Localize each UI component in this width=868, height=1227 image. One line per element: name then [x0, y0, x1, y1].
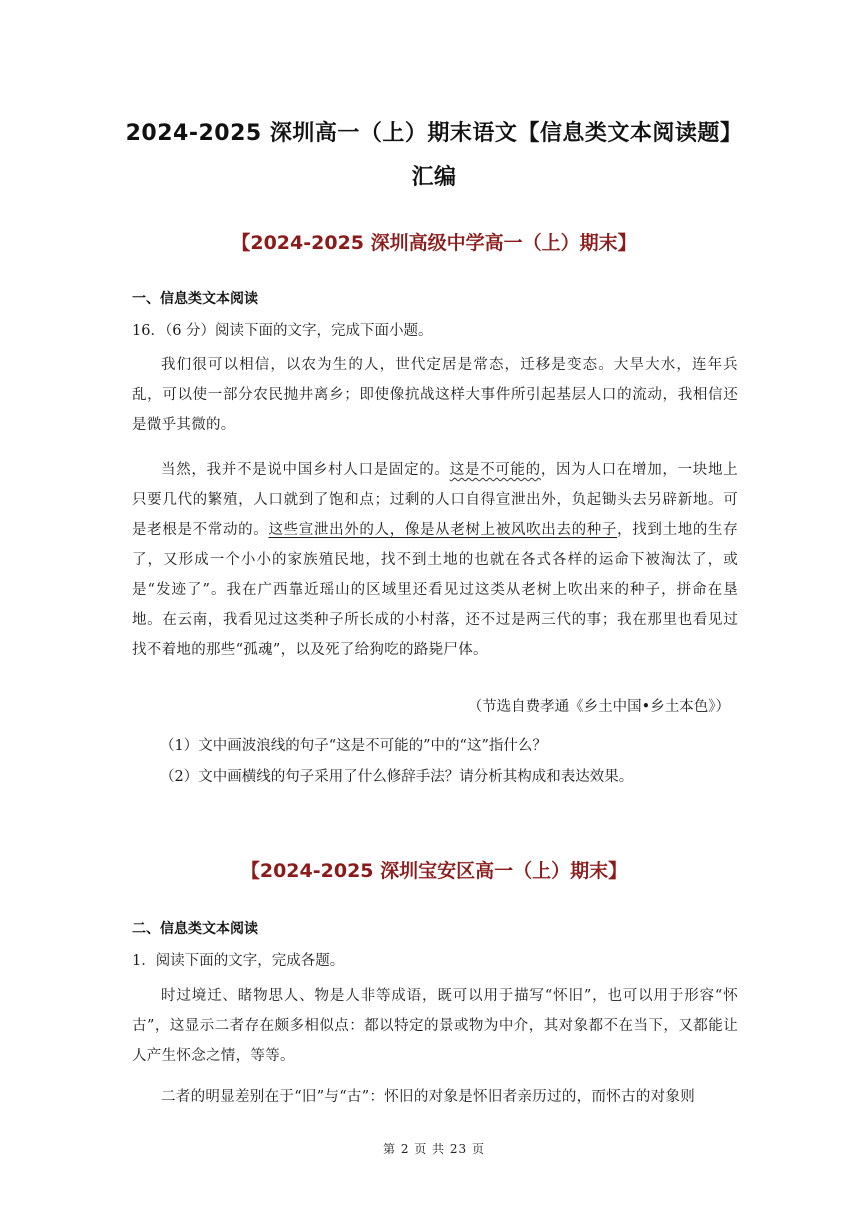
question-16: 16．（6 分）阅读下面的文字，完成下面小题。 — [132, 323, 433, 339]
passage-paragraph-1: 我们很可以相信，以农为生的人，世代定居是常态，迁移是变态。大旱大水，连年兵乱，可以使一部分农民抛井离乡；即使像抗战这样大事件所引起基层人口的流动，我相信还是微乎其微的。 — [132, 357, 738, 433]
section1-title: 【2024-2025 深圳高级中学高一（上）期末】 — [231, 232, 637, 254]
section2-heading: 二、信息类文本阅读 — [132, 921, 258, 937]
sub-question-1: （1）文中画波浪线的句子“这是不可能的”中的“这”指什么？ — [160, 738, 547, 754]
passage-paragraph-2 — [132, 455, 738, 665]
sub-question-2: （2）文中画横线的句子采用了什么修辞手法？请分析其构成和表达效果。 — [160, 769, 634, 785]
question-1: 1．阅读下面的文字，完成各题。 — [132, 953, 345, 969]
passage-source: （节选自费孝通《乡土中国•乡土本色》） — [467, 699, 730, 715]
document-title-line2: 汇编 — [411, 165, 457, 190]
section1-heading: 一、信息类文本阅读 — [132, 291, 258, 307]
wavy-underlined-sentence: 这是不可能的 — [449, 462, 541, 478]
passage2-paragraph-2: 二者的明显差别在于“旧”与“古”：怀旧的对象是怀旧者亲历过的，而怀古的对象则 — [161, 1089, 696, 1105]
paragraph-text: 当然，我并不是说中国乡村人口是固定的。 — [161, 462, 450, 478]
underlined-sentence: 这些宣泄出外的人，像是从老树上被风吹出去的种子 — [268, 522, 618, 538]
section2-title: 【2024-2025 深圳宝安区高一（上）期末】 — [240, 860, 628, 882]
paragraph-text: ，因为人口在增加，一块地上只要几代的繁殖，人口就到了饱和点；过剩的人口自得宣泄出外，负起锄头去另辟新地。可是老根是不常动的。 — [132, 462, 738, 538]
page-footer: 第 2 页 共 23 页 — [383, 1142, 485, 1156]
passage2-paragraph-1: 时过境迁、睹物思人、物是人非等成语，既可以用于描写“怀旧”，也可以用于形容“怀古”，这显示二者存在颇多相似点：都以特定的景或物为中介，其对象都不在当下，又都能让人产生怀念之情，等等。 — [132, 988, 738, 1064]
paragraph-text: ，找到土地的生存了，又形成一个小小的家族殖民地，找不到土地的也就在各式各样的运命下被淘汰了，或是“发迹了”。我在广西靠近瑶山的区域里还看见过这类从老树上吹出来的种子，拼命在垦地。在云南，我看见过这类种子所长成的小村落，还不过是两三代的事；我在那里也看见过找不着地的那些“孤魂”，以及死了给狗吃的路毙尸体。 — [132, 522, 739, 658]
document-title-line1: 2024-2025 深圳高一（上）期末语文【信息类文本阅读题】 — [125, 121, 743, 146]
